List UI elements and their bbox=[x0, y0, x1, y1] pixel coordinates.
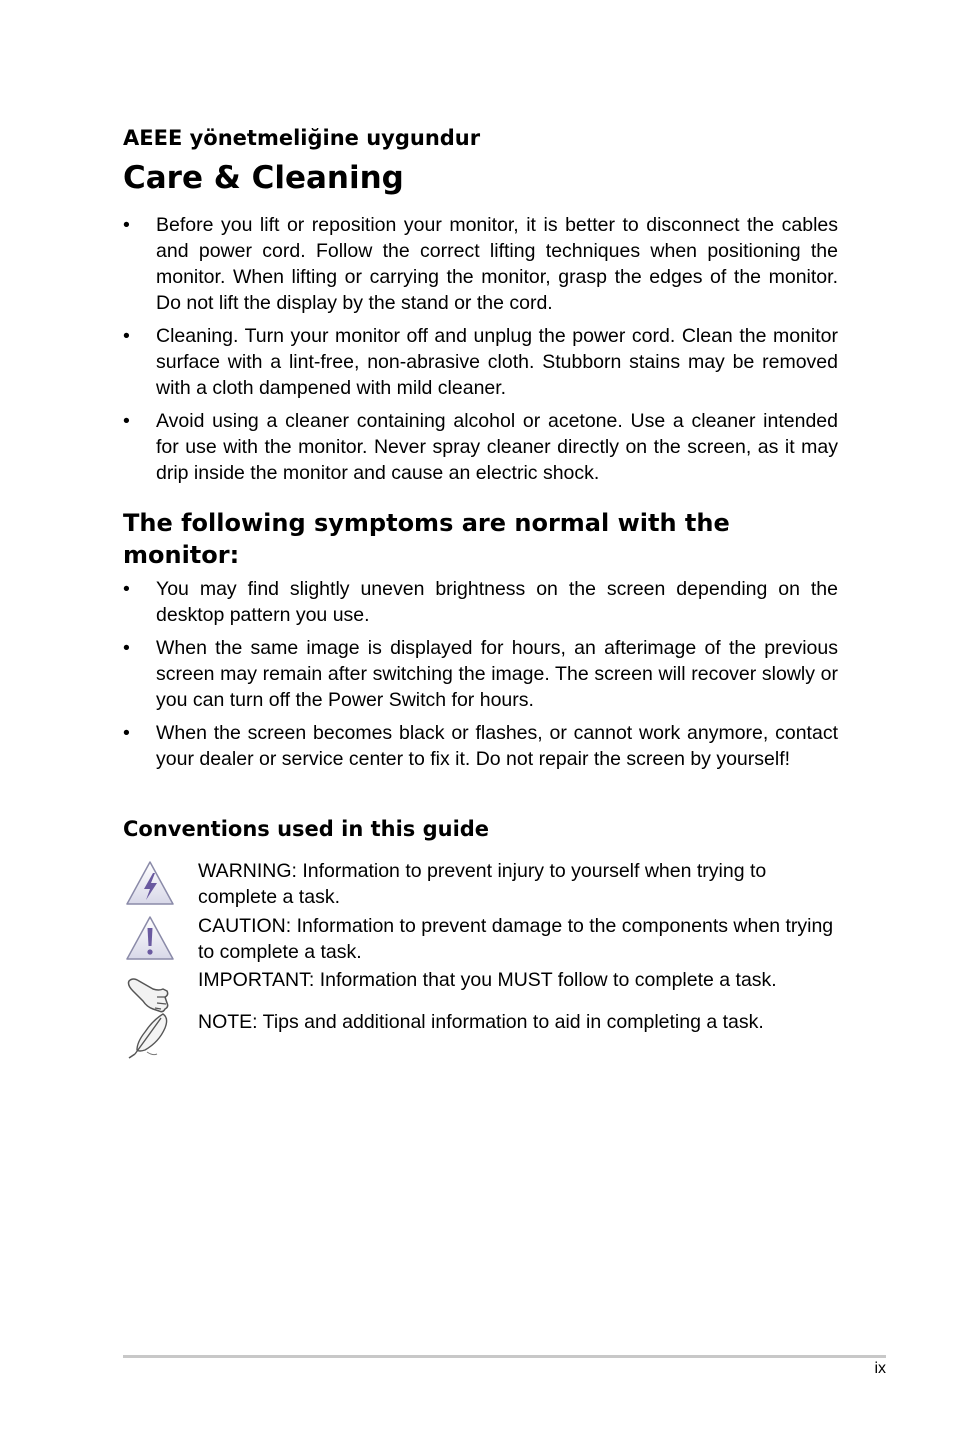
caution-exclamation-icon bbox=[123, 913, 177, 965]
page-title: Care & Cleaning bbox=[123, 160, 404, 196]
list-item-text: You may find slightly uneven brightness on the screen depending on the desktop pattern you use. bbox=[156, 578, 838, 626]
bullet-marker: • bbox=[123, 722, 130, 744]
symptoms-bullet-list bbox=[123, 576, 838, 779]
list-item-text: When the same image is displayed for hours, an afterimage of the previous screen may remain after switching the image. The screen will recover slowly or you can turn off the Power Switch for hours. bbox=[156, 637, 838, 711]
list-item bbox=[123, 720, 838, 772]
convention-text: IMPORTANT: Information that you MUST follow to complete a task. bbox=[198, 969, 777, 991]
bullet-marker: • bbox=[123, 214, 130, 236]
convention-text: WARNING: Information to prevent injury to yourself when trying to complete a task. bbox=[198, 860, 767, 908]
care-bullet-list bbox=[123, 212, 838, 493]
bullet-marker: • bbox=[123, 578, 130, 600]
bullet-marker: • bbox=[123, 637, 130, 659]
list-item-text: Cleaning. Turn your monitor off and unplug the power cord. Clean the monitor surface with a lint-free, non-abrasive cloth. Stubborn stains may be removed with a cloth dampened with mild cleaner. bbox=[156, 325, 838, 399]
bullet-marker: • bbox=[123, 325, 130, 347]
list-item bbox=[123, 576, 838, 628]
warning-lightning-icon bbox=[123, 858, 177, 910]
list-item-text: Avoid using a cleaner containing alcohol or acetone. Use a cleaner intended for use with the monitor. Never spray cleaner directly on the screen, as it may drip inside the monitor and cause an electric shock. bbox=[156, 410, 838, 484]
list-item-text: Before you lift or reposition your monitor, it is better to disconnect the cables and power cord. Follow the correct lifting techniques when positioning the monitor. When lifting or carrying the monitor, grasp the edges of the monitor. Do not lift the display by the stand or the cord. bbox=[156, 214, 838, 314]
page-number: ix bbox=[874, 1360, 886, 1377]
section-title-symptoms: The following symptoms are normal with the monitor: bbox=[123, 509, 730, 569]
list-item bbox=[123, 323, 838, 401]
section-title-aeee: AEEE yönetmeliğine uygundur bbox=[123, 126, 481, 150]
list-item-text: When the screen becomes black or flashes, or cannot work anymore, contact your dealer or service center to fix it. Do not repair the screen by yourself! bbox=[156, 722, 838, 770]
note-feather-icon bbox=[123, 1009, 177, 1061]
convention-text: NOTE: Tips and additional information to aid in completing a task. bbox=[198, 1011, 764, 1033]
list-item bbox=[123, 635, 838, 713]
list-item bbox=[123, 408, 838, 486]
bullet-marker: • bbox=[123, 410, 130, 432]
convention-text: CAUTION: Information to prevent damage to the components when trying to complete a task. bbox=[198, 915, 834, 963]
footer-divider bbox=[123, 1355, 886, 1358]
list-item bbox=[123, 212, 838, 316]
section-title-conventions: Conventions used in this guide bbox=[123, 817, 490, 841]
